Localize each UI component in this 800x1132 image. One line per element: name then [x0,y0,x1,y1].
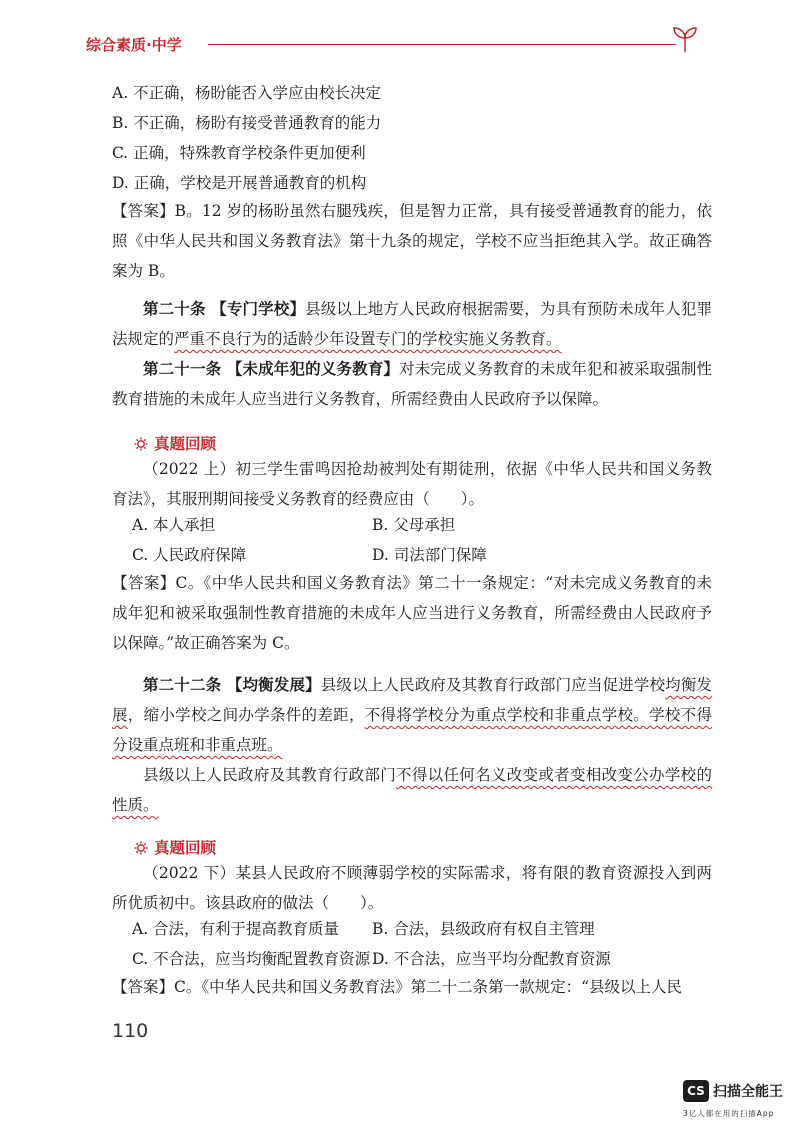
review-2-answer: 【答案】C。《中华人民共和国义务教育法》第二十二条第一款规定：“县级以上人民 [112,978,683,996]
review-1-question: （2022 上）初三学生雷鸣因抢劫被判处有期徒刑，依据《中华人民共和国义务教育法》，其服刑期间接受义务教育的经费应由（ ）。 [112,460,712,508]
article-22-para-2 [112,760,712,820]
scanner-app-name: 扫描全能王 [713,1084,783,1100]
article-21 [112,354,712,414]
scanner-logo-icon: CS [683,1080,709,1102]
article-20-text: 县级以上地方人民政府根据需要，为具有预防未成年人犯罪法规定的 [112,300,712,348]
article-21-text: 对未完成义务教育的未成年犯和被采取强制性教育措施的未成年人应当进行义务教育，所需经费由人民政府予以保障。 [112,360,712,408]
article-22 [112,670,712,760]
article-22-label: 第二十二条 【均衡发展】 [143,675,321,694]
review-2-title-text: 真题回顾 [154,839,217,857]
review-1-option-b: B. 父母承担 [372,516,456,534]
article-22-text-a: 县级以上人民政府及其教育行政部门应当促进学校 [320,676,666,694]
review-2-option-c: C. 不合法，应当均衡配置教育资源 [132,950,371,968]
header-title: 综合素质·中学 [86,36,182,54]
article-20-underlined: 严重不良行为的适龄少年设置专门的学校实施义务教育。 [174,330,562,348]
review-2-question: （2022 下）某县人民政府不顾薄弱学校的实际需求，将有限的教育资源投入到两所优质初中。该县政府的做法（ ）。 [112,864,712,912]
sun-icon [134,437,148,451]
sprout-icon [668,26,702,52]
article-20-label: 第二十条 【专门学校】 [143,299,306,318]
review-2-option-d: D. 不合法，应当平均分配教育资源 [372,950,611,968]
article-22-underlined-1: 均衡发展 [112,676,712,724]
article-22-para-2-underlined: 不得以任何名义改变或者变相改变公办学校的性质。 [112,766,712,814]
review-2-option-b: B. 合法，县级政府有权自主管理 [372,920,595,938]
review-1-answer: 【答案】C。《中华人民共和国义务教育法》第二十一条规定：“对未完成义务教育的未成年犯和被采取强制性教育措施的未成年人应当进行义务教育，所需经费由人民政府予以保障。”故正确答案为 C。 [112,574,712,652]
article-22-para-2-text: 县级以上人民政府及其教育行政部门 [143,766,397,784]
scanner-watermark [683,1080,783,1118]
sun-icon [134,841,148,855]
q1-option-c: C. 正确，特殊教育学校条件更加便利 [112,144,366,162]
review-1-option-d: D. 司法部门保障 [372,546,487,564]
article-22-underlined-2: 不得将学校分为重点学校和非重点学校。学校不得分设重点班和非重点班。 [112,706,712,754]
review-1-title-text: 真题回顾 [154,435,217,453]
review-2-title [134,836,216,858]
article-22-text-b: ，缩小学校之间办学条件的差距， [127,706,365,724]
review-1-title [134,432,216,454]
review-2-option-a: A. 合法，有利于提高教育质量 [132,920,340,938]
scanner-tagline: 3亿人都在用的扫描App [683,1109,775,1118]
review-1-option-c: C. 人民政府保障 [132,546,247,564]
q1-answer: 【答案】B。12 岁的杨盼虽然右腿残疾，但是智力正常，具有接受普通教育的能力，依照《中华人民共和国义务教育法》第十九条的规定，学校不应当拒绝其入学。故正确答案为 B。 [112,202,712,280]
q1-option-d: D. 正确，学校是开展普通教育的机构 [112,174,367,192]
q1-option-a: A. 不正确，杨盼能否入学应由校长决定 [112,84,382,102]
page-number: 110 [112,1020,149,1042]
article-21-label: 第二十一条 【未成年犯的义务教育】 [143,359,400,378]
review-1-option-a: A. 本人承担 [132,516,216,534]
article-20 [112,294,712,354]
header-rule [208,44,676,45]
q1-option-b: B. 不正确，杨盼有接受普通教育的能力 [112,114,382,132]
